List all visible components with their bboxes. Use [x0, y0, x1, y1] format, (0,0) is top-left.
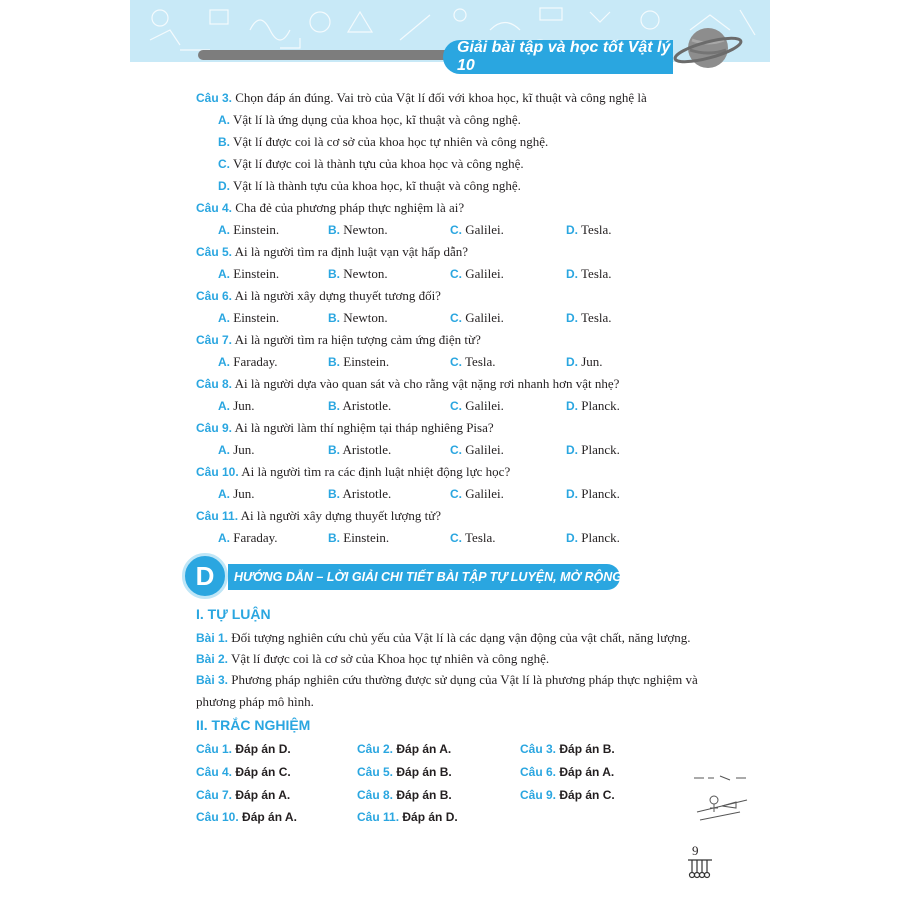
answer-item [357, 788, 452, 802]
question [196, 244, 468, 260]
option [328, 442, 391, 458]
option-label: D. [566, 531, 578, 545]
option-label: B. [328, 311, 340, 325]
page-number: 9 [692, 843, 699, 858]
answer-value: Đáp án C. [235, 765, 291, 779]
option-text: Aristotle. [342, 398, 392, 413]
essay-item [196, 651, 549, 667]
option [218, 266, 279, 282]
answer-value: Đáp án B. [396, 788, 452, 802]
option-text: Tesla. [581, 310, 612, 325]
question [196, 332, 481, 348]
essay-item [196, 672, 698, 688]
option-text: Planck. [581, 530, 620, 545]
option-label: A. [218, 443, 230, 457]
option [218, 486, 255, 502]
option-text: Einstein. [343, 354, 390, 369]
option-text: Planck. [581, 442, 620, 457]
mcq-heading: II. TRẮC NGHIỆM [196, 717, 311, 733]
option [566, 266, 612, 282]
answer-item [196, 810, 297, 824]
answer-item [196, 765, 291, 779]
option-text: Galilei. [465, 398, 504, 413]
option-text: Aristotle. [342, 442, 392, 457]
answer-value: Đáp án D. [235, 742, 291, 756]
question-label: Câu 4. [196, 201, 233, 215]
option [450, 442, 504, 458]
answer-label: Câu 9. [520, 788, 557, 802]
option-label: C. [450, 399, 462, 413]
option-label: D. [566, 223, 578, 237]
option-text: Tesla. [581, 266, 612, 281]
essay-text: Phương pháp nghiên cứu thường được sử dụng của Vật lí là phương pháp thực nghiệm và [231, 672, 698, 687]
option-label: A. [218, 531, 230, 545]
answer-value: Đáp án A. [235, 788, 291, 802]
question-label: Câu 5. [196, 245, 233, 259]
essay-text: Đối tượng nghiên cứu chủ yếu của Vật lí là các dạng vận động của vật chất, năng lượng. [231, 630, 691, 645]
option-label: B. [328, 267, 340, 281]
answer-value: Đáp án A. [396, 742, 452, 756]
option-label: B. [218, 135, 230, 149]
answer-item [196, 788, 290, 802]
option-text: Faraday. [233, 530, 278, 545]
option-label: D. [566, 443, 578, 457]
option-text: Einstein. [233, 222, 280, 237]
answer-label: Câu 11. [357, 810, 400, 824]
option-text: Aristotle. [342, 486, 392, 501]
option [450, 266, 504, 282]
option-label: A. [218, 355, 230, 369]
answer-item [520, 742, 615, 756]
question [196, 420, 494, 436]
answer-item [196, 742, 291, 756]
question [196, 508, 441, 524]
option-label: B. [328, 487, 340, 501]
option [328, 310, 388, 326]
option [566, 442, 620, 458]
option-label: A. [218, 223, 230, 237]
option-label: C. [450, 487, 462, 501]
option [328, 486, 391, 502]
question-text: Ai là người dựa vào quan sát và cho rằng vật nặng rơi nhanh hơn vật nhẹ? [234, 376, 620, 391]
option [328, 530, 389, 546]
option [218, 354, 278, 370]
question [196, 376, 619, 392]
answer-label: Câu 8. [357, 788, 394, 802]
option-label: D. [566, 355, 578, 369]
question [196, 288, 441, 304]
question-label: Câu 8. [196, 377, 233, 391]
answer-item [520, 765, 614, 779]
option-text: Newton. [343, 266, 388, 281]
question-label: Câu 7. [196, 333, 233, 347]
option-label: C. [450, 531, 462, 545]
option-label: C. [450, 311, 462, 325]
option-text: Galilei. [465, 222, 504, 237]
book-title: Giải bài tập và học tốt Vật lý 10 [443, 40, 673, 74]
question-text: Ai là người tìm ra các định luật nhiệt động lực học? [241, 464, 511, 479]
answer-label: Câu 5. [357, 765, 394, 779]
question-text: Chọn đáp án đúng. Vai trò của Vật lí đối với khoa học, kĩ thuật và công nghệ là [235, 90, 647, 105]
option [218, 222, 279, 238]
option [218, 112, 521, 128]
option-label: C. [450, 267, 462, 281]
option [218, 134, 548, 150]
option-text: Galilei. [465, 486, 504, 501]
question-label: Câu 10. [196, 465, 239, 479]
answer-label: Câu 2. [357, 742, 394, 756]
option [218, 178, 521, 194]
option-text: Vật lí là ứng dụng của khoa học, kĩ thuật và công nghệ. [233, 112, 521, 127]
question-text: Ai là người tìm ra định luật vạn vật hấp dẫn? [234, 244, 468, 259]
option-text: Einstein. [233, 310, 280, 325]
question-text: Ai là người tìm ra hiện tượng cảm ứng điện từ? [234, 332, 481, 347]
section-title: HƯỚNG DẪN – LỜI GIẢI CHI TIẾT BÀI TẬP TỰ LUYỆN, MỞ RỘNG [228, 564, 620, 590]
question-label: Câu 3. [196, 91, 233, 105]
option-label: B. [328, 355, 340, 369]
option-text: Galilei. [465, 442, 504, 457]
answer-value: Đáp án C. [559, 788, 615, 802]
answer-label: Câu 1. [196, 742, 233, 756]
option-text: Einstein. [343, 530, 390, 545]
option-text: Einstein. [233, 266, 280, 281]
option-text: Vật lí được coi là thành tựu của khoa học và công nghệ. [233, 156, 524, 171]
doodle-illustration [692, 770, 752, 830]
option [218, 310, 279, 326]
option-label: A. [218, 267, 230, 281]
option [450, 354, 496, 370]
option-label: D. [218, 179, 230, 193]
option [566, 486, 620, 502]
option [566, 310, 612, 326]
option-text: Planck. [581, 486, 620, 501]
option [566, 354, 603, 370]
essay-label: Bài 1. [196, 631, 229, 645]
header-grey-bar [198, 50, 453, 60]
question-text: Cha đẻ của phương pháp thực nghiệm là ai? [235, 200, 465, 215]
answer-item [520, 788, 615, 802]
option-text: Tesla. [465, 530, 496, 545]
option-label: A. [218, 399, 230, 413]
option-text: Newton. [343, 222, 388, 237]
option [450, 222, 504, 238]
essay-label: Bài 3. [196, 673, 229, 687]
option-text: Vật lí là thành tựu của khoa học, kĩ thuật và công nghệ. [233, 178, 521, 193]
option-text: Tesla. [465, 354, 496, 369]
option-label: C. [218, 157, 230, 171]
option [450, 486, 504, 502]
essay-text-continued: phương pháp mô hình. [196, 694, 314, 709]
answer-value: Đáp án B. [396, 765, 452, 779]
option-label: B. [328, 531, 340, 545]
option [566, 530, 620, 546]
option [328, 222, 388, 238]
option-text: Jun. [233, 442, 255, 457]
option-text: Vật lí được coi là cơ sở của khoa học tự nhiên và công nghệ. [233, 134, 549, 149]
option-label: C. [450, 443, 462, 457]
answer-item [357, 810, 458, 824]
answer-item [357, 765, 452, 779]
option-text: Jun. [581, 354, 603, 369]
question-label: Câu 6. [196, 289, 233, 303]
answer-label: Câu 6. [520, 765, 557, 779]
option [328, 266, 388, 282]
option [566, 398, 620, 414]
answer-label: Câu 3. [520, 742, 557, 756]
option-label: D. [566, 399, 578, 413]
option-text: Jun. [233, 398, 255, 413]
option [218, 156, 524, 172]
option-label: B. [328, 443, 340, 457]
option [218, 442, 255, 458]
option-text: Faraday. [233, 354, 278, 369]
option-label: D. [566, 311, 578, 325]
option-label: A. [218, 113, 230, 127]
question-text: Ai là người xây dựng thuyết tương đối? [234, 288, 441, 303]
option-label: B. [328, 223, 340, 237]
option [218, 530, 278, 546]
answer-label: Câu 10. [196, 810, 239, 824]
essay-label: Bài 2. [196, 652, 229, 666]
planet-icon [672, 22, 744, 74]
option-text: Galilei. [465, 266, 504, 281]
question [196, 90, 647, 106]
answer-value: Đáp án B. [559, 742, 615, 756]
option-text: Newton. [343, 310, 388, 325]
option-text: Galilei. [465, 310, 504, 325]
option-text: Planck. [581, 398, 620, 413]
option [450, 310, 504, 326]
option-text: Tesla. [581, 222, 612, 237]
answer-label: Câu 7. [196, 788, 233, 802]
option-text: Jun. [233, 486, 255, 501]
section-badge: D [182, 553, 228, 599]
option-label: C. [450, 355, 462, 369]
option-label: D. [566, 487, 578, 501]
option [566, 222, 612, 238]
option-label: B. [328, 399, 340, 413]
option [218, 398, 255, 414]
answer-item [357, 742, 451, 756]
option [328, 398, 391, 414]
answer-value: Đáp án A. [559, 765, 615, 779]
option-label: A. [218, 487, 230, 501]
option [450, 530, 496, 546]
essay-item [196, 630, 690, 646]
question-text: Ai là người xây dựng thuyết lượng tử? [240, 508, 442, 523]
question [196, 200, 464, 216]
answer-value: Đáp án D. [402, 810, 458, 824]
newtons-cradle-icon [686, 858, 714, 880]
answer-value: Đáp án A. [242, 810, 297, 824]
question-text: Ai là người làm thí nghiệm tại tháp nghiêng Pisa? [234, 420, 494, 435]
essay-text: Vật lí được coi là cơ sở của Khoa học tự nhiên và công nghệ. [231, 651, 550, 666]
question-label: Câu 11. [196, 509, 239, 523]
option [328, 354, 389, 370]
option [450, 398, 504, 414]
answer-label: Câu 4. [196, 765, 233, 779]
essay-heading: I. TỰ LUẬN [196, 606, 271, 622]
option-label: D. [566, 267, 578, 281]
option-label: C. [450, 223, 462, 237]
question [196, 464, 510, 480]
option-label: A. [218, 311, 230, 325]
question-label: Câu 9. [196, 421, 233, 435]
